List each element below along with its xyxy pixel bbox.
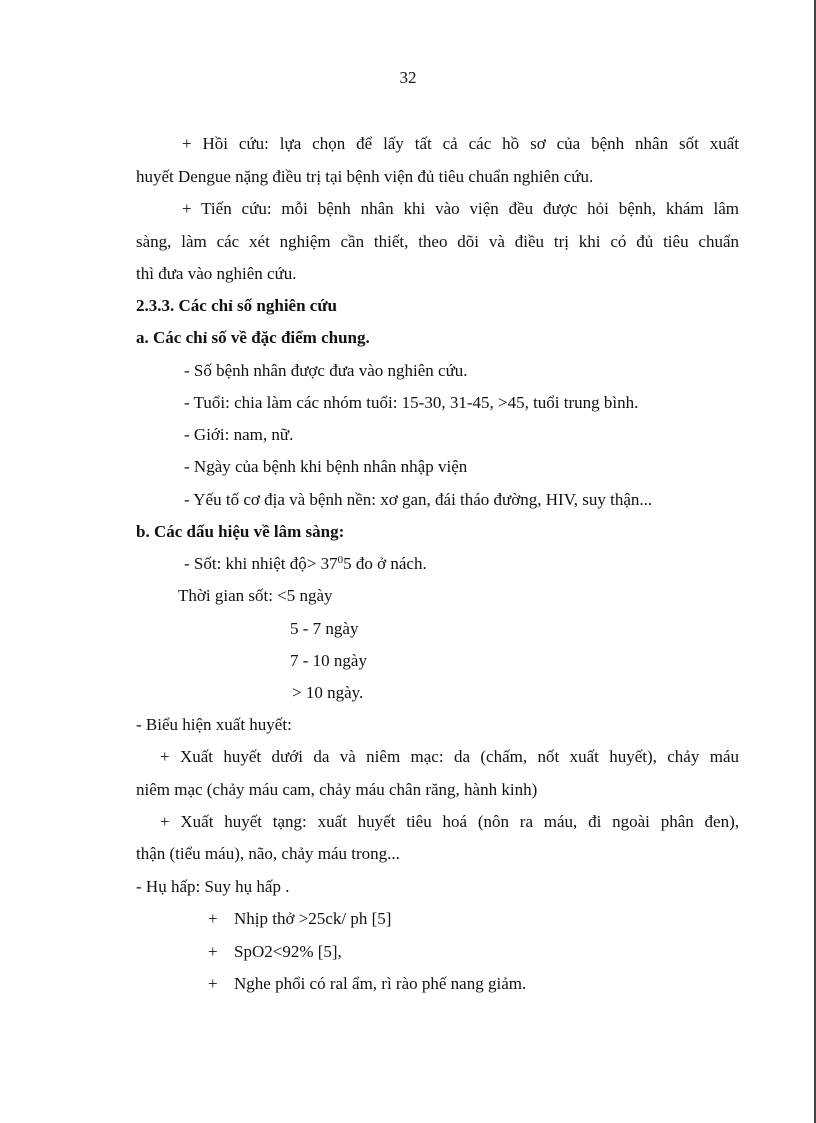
prospective-line-2: sàng, làm các xét nghiệm cần thiết, theo dõi và điều trị khi có đủ tiêu chuẩn (136, 232, 739, 251)
respiratory-bullet: + (208, 909, 218, 928)
page-number: 32 (399, 68, 417, 87)
bleeding-heading: - Biểu hiện xuất huyết: (136, 715, 292, 734)
prospective-line-3: thì đưa vào nghiên cứu. (136, 264, 297, 283)
respiratory-item: Nhịp thở >25ck/ ph [5] (234, 909, 392, 928)
general-item: - Ngày của bệnh khi bệnh nhân nhập viện (184, 457, 468, 476)
skin-bleeding-line-1: + Xuất huyết dưới da và niêm mạc: da (chấm, nốt xuất huyết), chảy máu (160, 747, 739, 766)
respiratory-bullet: + (208, 942, 218, 961)
general-item: - Tuổi: chia làm các nhóm tuổi: 15-30, 31-45, >45, tuổi trung bình. (184, 393, 639, 412)
respiratory-item: Nghe phổi có ral ẩm, rì rào phế nang giảm. (234, 974, 527, 993)
fever-definition (184, 553, 427, 575)
prospective-line-1: + Tiến cứu: mỗi bệnh nhân khi vào viện đều được hỏi bệnh, khám lâm (182, 199, 739, 218)
fever-prefix: - Sốt: khi nhiệt độ> 37 (184, 554, 338, 573)
fever-duration-item: > 10 ngày. (292, 683, 364, 702)
respiratory-bullet: + (208, 974, 218, 993)
clinical-heading: b. Các dấu hiệu về lâm sàng: (136, 522, 345, 541)
retrospective-line-2: huyết Dengue nặng điều trị tại bệnh viện đủ tiêu chuẩn nghiên cứu. (136, 167, 594, 186)
general-heading: a. Các chỉ số về đặc điểm chung. (136, 328, 370, 347)
general-item: - Yếu tố cơ địa và bệnh nền: xơ gan, đái tháo đường, HIV, suy thận... (184, 490, 653, 509)
general-item: - Giới: nam, nữ. (184, 425, 294, 444)
organ-bleeding-line-2: thận (tiểu máu), não, chảy máu trong... (136, 844, 400, 863)
general-item: - Số bệnh nhân được đưa vào nghiên cứu. (184, 361, 468, 380)
respiratory-item: SpO2<92% [5], (234, 942, 342, 961)
fever-suffix: 5 đo ở nách. (343, 554, 427, 573)
fever-duration-item: 7 - 10 ngày (290, 651, 367, 670)
skin-bleeding-line-2: niêm mạc (chảy máu cam, chảy máu chân răng, hành kinh) (136, 780, 538, 799)
fever-duration-label: Thời gian sốt: <5 ngày (178, 586, 333, 605)
section-heading: 2.3.3. Các chỉ số nghiên cứu (136, 296, 337, 315)
fever-superscript: 0 (337, 554, 344, 566)
organ-bleeding-line-1: + Xuất huyết tạng: xuất huyết tiêu hoá (nôn ra máu, đi ngoài phân đen), (160, 812, 739, 831)
fever-duration-item: 5 - 7 ngày (290, 619, 359, 638)
respiratory-heading: - Hụ hấp: Suy hụ hấp . (136, 877, 290, 896)
retrospective-line-1: + Hồi cứu: lựa chọn để lấy tất cả các hồ sơ của bệnh nhân sốt xuất (182, 134, 739, 153)
